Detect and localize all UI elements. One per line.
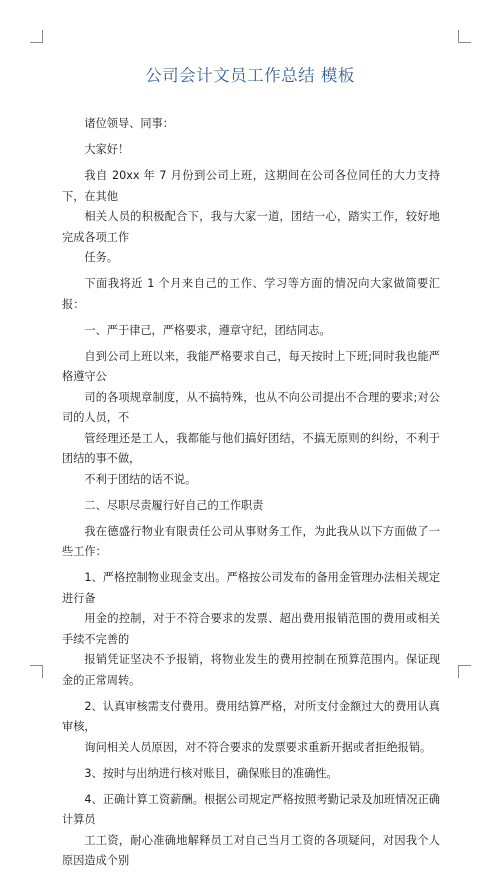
body-paragraph: [62, 697, 440, 759]
body-paragraph: [62, 522, 440, 563]
paragraph-line: 我在德盛行物业有限责任公司从事财务工作，为此我从以下方面做了一些工作：: [62, 524, 440, 558]
body-paragraph: [62, 140, 440, 161]
crop-mark-bottom-left: [30, 665, 43, 678]
crop-mark-bottom-right: [458, 665, 471, 678]
paragraph-line: 报销凭证坚决不予报销，将物业发生的费用控制在预算范围内。保证现金的正常周转。: [62, 653, 440, 687]
paragraph-line: 3、按时与出纳进行核对账目，确保账目的准确性。: [84, 766, 338, 780]
paragraph-line: 相关人员的积极配合下，我与大家一道，团结一心，踏实工作，较好地完成各项工作: [62, 210, 440, 244]
paragraph-line: 询问相关人员原因，对不符合要求的发票要求重新开据或者拒绝报销。: [84, 740, 432, 754]
paragraph-line: 1、严格控制物业现金支出。严格按公司发布的备用金管理办法相关规定进行备: [62, 571, 440, 605]
body-paragraph: [62, 568, 440, 691]
paragraph-line: 我自 20xx 年 7 月份到公司上班，这期间在公司各位同任的大力支持下，在其他: [62, 169, 440, 203]
paragraph-line: 用金的控制，对于不符合要求的发票、超出费用报销范围的费用或相关手续不完善的: [62, 612, 440, 646]
body-paragraph: [62, 274, 440, 315]
crop-mark-top-left: [30, 30, 43, 43]
body-paragraph: [62, 347, 440, 491]
paragraph-line: 大家好！: [84, 143, 130, 156]
paragraph-line: 下面我将近 1 个月来自己的工作、学习等方面的情况向大家做简要汇报：: [62, 277, 440, 311]
paragraph-line: 二、尽职尽责履行好自己的工作职责: [84, 498, 264, 512]
paragraph-line: 一、严于律己，严格要求，遵章守纪，团结同志。: [84, 323, 331, 337]
document-title: 公司会计文员工作总结 模板: [145, 66, 355, 85]
paragraph-line: 管经理还是工人，我都能与他们搞好团结，不搞无原则的纠纷，不利于团结的事不做，: [62, 431, 440, 465]
paragraph-line: 不利于团结的话不说。: [84, 472, 197, 486]
body-paragraph: [62, 496, 440, 517]
body-paragraph: [62, 764, 440, 785]
paragraph-line: 2、认真审核需支付费用。费用结算严格，对所支付金额过大的费用认真审核，: [62, 699, 440, 733]
body-paragraph: [62, 114, 440, 135]
paragraph-line: 自到公司上班以来，我能严格要求自己，每天按时上下班;同时我也能严格遵守公: [62, 349, 440, 383]
paragraph-line: 工工资，耐心准确地解释员工对自己当月工资的各项疑问，对因我个人原因造成个别: [62, 833, 440, 867]
paragraph-line: 4、正确计算工资薪酬。根据公司规定严格按照考勤记录及加班情况正确计算员: [62, 792, 440, 826]
body-paragraph: [62, 166, 440, 269]
document-body: [62, 114, 440, 877]
crop-mark-top-right: [458, 30, 471, 43]
body-paragraph: [62, 321, 440, 342]
paragraph-line: 任务。: [84, 251, 118, 264]
body-paragraph: [62, 790, 440, 872]
paragraph-line: 司的各项规章制度，从不搞特殊，也从不向公司提出不合理的要求;对公司的人员，不: [62, 390, 440, 424]
paragraph-line: 诸位领导、同事：: [84, 117, 174, 130]
